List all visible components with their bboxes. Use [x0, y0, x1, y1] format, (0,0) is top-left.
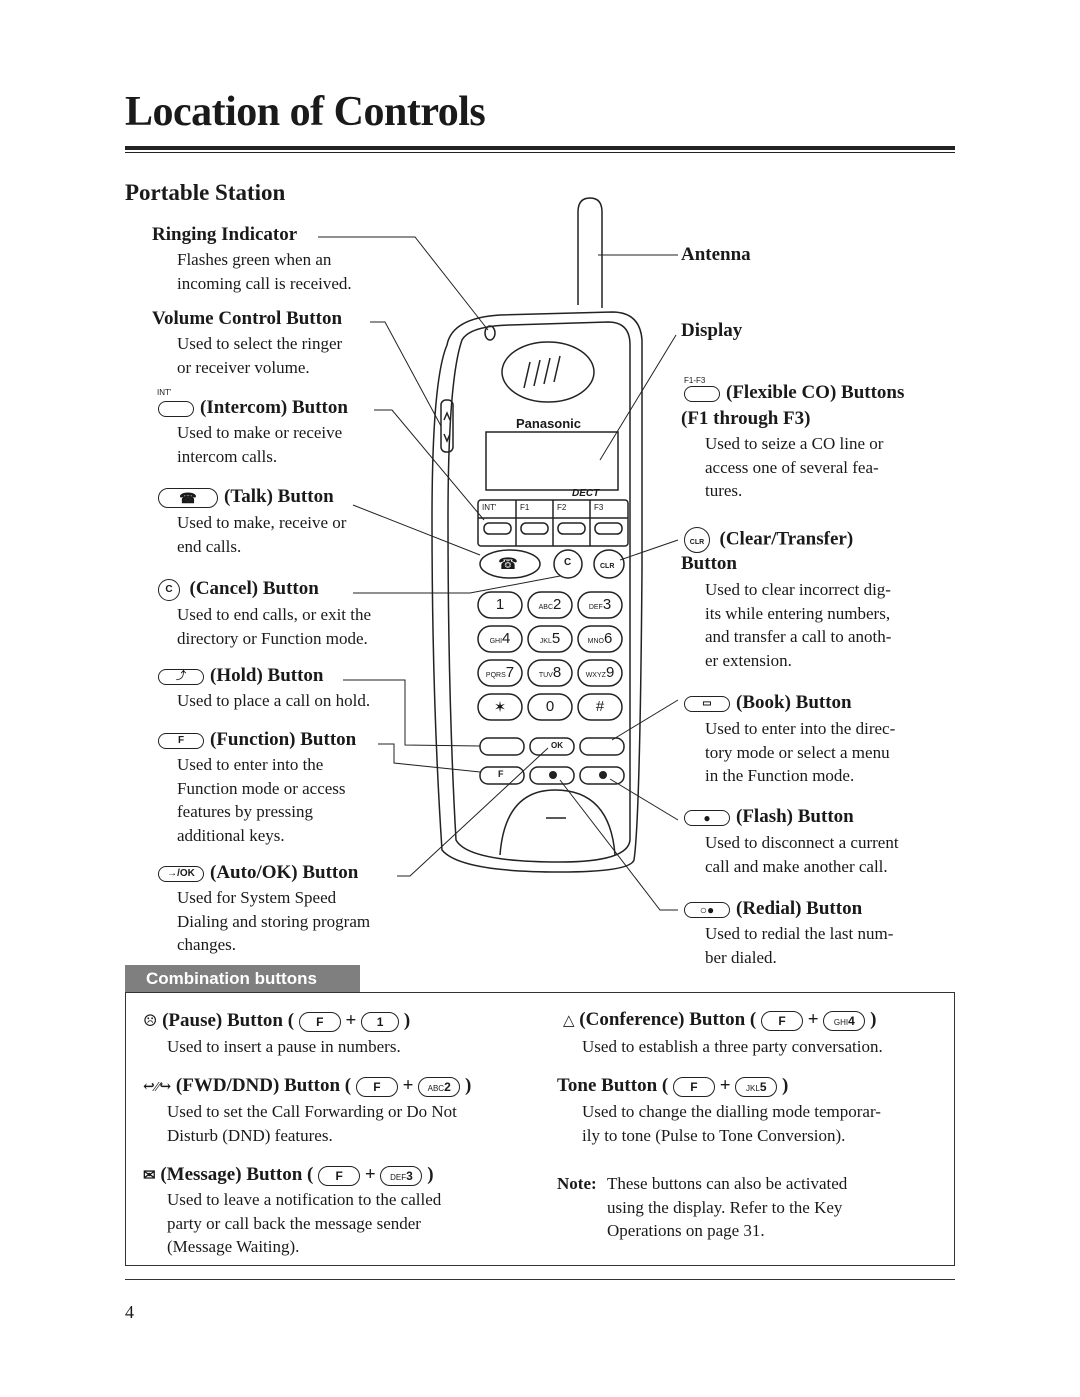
- fwd-label: ↩⁄⁄↪ (FWD/DND) Button ( F + ABC2 ): [143, 1075, 472, 1096]
- pause-icon: ☹: [143, 1013, 158, 1030]
- fwd-key: ABC2: [418, 1077, 460, 1097]
- intercom-button-icon: [158, 401, 194, 417]
- clear-label-2: Button: [681, 553, 737, 574]
- antenna: [578, 198, 602, 308]
- message-icon: ✉: [143, 1168, 156, 1184]
- cancel-desc: Used to end calls, or exit the directory or Function mode.: [177, 605, 372, 648]
- pause-desc: Used to insert a pause in numbers.: [167, 1037, 401, 1056]
- flexible-desc: Used to seize a CO line or access one of several fea- tures.: [705, 434, 884, 500]
- clear-icon: CLR: [684, 527, 710, 553]
- talk-label: ☎ (Talk) Button: [158, 486, 334, 508]
- section-heading: Portable Station: [125, 180, 286, 205]
- phone-ok-key[interactable]: OK: [551, 741, 563, 750]
- intercom-icon-caption: INT': [157, 388, 172, 397]
- hold-icon: ⤴: [158, 669, 204, 685]
- book-icon: ▭: [684, 696, 730, 712]
- message-key: DEF3: [380, 1166, 422, 1186]
- hold-desc: Used to place a call on hold.: [177, 691, 371, 710]
- keypad-key[interactable]: ✶: [493, 699, 507, 716]
- soft-label-f1: F1: [520, 503, 530, 512]
- keypad-key[interactable]: MNO6: [587, 630, 613, 647]
- combination-tab: Combination buttons: [125, 965, 360, 992]
- keypad-key[interactable]: JKL5: [539, 630, 561, 647]
- phone-f-key[interactable]: F: [498, 769, 504, 779]
- conference-desc: Used to establish a three party conversation.: [582, 1037, 883, 1056]
- fwd-f-key: F: [356, 1077, 398, 1097]
- keypad-key[interactable]: #: [595, 698, 605, 715]
- soft-label-f2: F2: [557, 503, 567, 512]
- phone-talk-icon[interactable]: ☎: [498, 556, 518, 573]
- volume-desc: Used to select the ringer or receiver volume.: [177, 334, 343, 377]
- flash-desc: Used to disconnect a current call and make another call.: [705, 833, 899, 876]
- phone-cancel-key[interactable]: C: [564, 557, 572, 568]
- keypad-key[interactable]: 1: [495, 596, 505, 613]
- conference-icon: △: [563, 1013, 575, 1029]
- display-label: Display: [681, 320, 743, 341]
- intercom-label: (Intercom) Button: [158, 397, 348, 419]
- talk-desc: Used to make, receive or end calls.: [177, 513, 347, 556]
- tone-f-key: F: [673, 1077, 715, 1097]
- book-desc: Used to enter into the direc- tory mode or select a menu in the Function mode.: [705, 719, 896, 785]
- keypad-key[interactable]: WXYZ9: [585, 664, 615, 681]
- pause-label: ☹ (Pause) Button ( F + 1 ): [143, 1010, 411, 1031]
- autook-desc: Used for System Speed Dialing and storing program changes.: [177, 888, 371, 954]
- redial-label: ○● (Redial) Button: [684, 898, 862, 920]
- function-label: F (Function) Button: [158, 729, 356, 751]
- note-text: These buttons can also be activated using the display. Refer to the Key Operations on page 31.: [607, 1174, 848, 1240]
- message-desc: Used to leave a notification to the called party or call back the message sender (Message Waiting).: [167, 1190, 442, 1256]
- ringing-indicator-desc: Flashes green when an incoming call is received.: [177, 250, 352, 293]
- note-label: Note:: [557, 1174, 597, 1193]
- volume-label: Volume Control Button: [152, 308, 343, 329]
- flexible-label-2: (F1 through F3): [681, 408, 811, 429]
- keypad-key[interactable]: TUV8: [538, 664, 562, 681]
- book-label: ▭ (Book) Button: [684, 692, 852, 714]
- soft-label-int: INT': [482, 503, 497, 512]
- keypad-key[interactable]: 0: [545, 698, 555, 715]
- clear-desc: Used to clear incorrect dig- its while entering numbers, and transfer a call to anoth- er extension.: [705, 580, 892, 670]
- conference-f-key: F: [761, 1011, 803, 1031]
- function-desc: Used to enter into the Function mode or access features by pressing additional keys.: [177, 755, 346, 845]
- soft-label-f3: F3: [594, 503, 604, 512]
- keypad-key[interactable]: ABC2: [538, 596, 562, 613]
- redial-icon: ○●: [684, 902, 730, 918]
- keypad-key[interactable]: GHI4: [489, 630, 511, 647]
- page-title: Location of Controls: [125, 89, 486, 135]
- message-label: ✉ (Message) Button ( F + DEF3 ): [143, 1164, 434, 1185]
- autook-label: →/OK (Auto/OK) Button: [158, 862, 358, 884]
- tone-label: Tone Button ( F + JKL5 ): [557, 1075, 789, 1096]
- fwd-desc: Used to set the Call Forwarding or Do Not Disturb (DND) features.: [167, 1102, 457, 1145]
- tone-key: JKL5: [735, 1077, 777, 1097]
- intercom-desc: Used to make or receive intercom calls.: [177, 423, 343, 466]
- talk-icon: ☎: [158, 488, 218, 508]
- flash-icon: ●: [684, 810, 730, 826]
- autook-icon: →/OK: [158, 866, 204, 882]
- tone-desc: Used to change the dialling mode temporar- ily to tone (Pulse to Tone Conversion).: [582, 1102, 881, 1145]
- cancel-label: C (Cancel) Button: [158, 578, 319, 601]
- clear-label: CLR (Clear/Transfer): [684, 527, 853, 553]
- cancel-icon: C: [158, 579, 180, 601]
- function-icon: F: [158, 733, 204, 749]
- keypad-key[interactable]: PQRS7: [485, 664, 515, 681]
- ringing-indicator-label: Ringing Indicator: [152, 224, 298, 245]
- antenna-label: Antenna: [681, 244, 751, 265]
- brand-logo: Panasonic: [516, 416, 582, 431]
- conference-label: △ (Conference) Button ( F + GHI4 ): [563, 1009, 877, 1030]
- page-number: 4: [125, 1302, 134, 1322]
- fwd-dnd-icon: ↩⁄⁄↪: [143, 1080, 172, 1095]
- pause-key: 1: [361, 1012, 399, 1032]
- conference-key: GHI4: [823, 1011, 865, 1031]
- flexible-icon-caption: F1-F3: [684, 376, 706, 385]
- redial-desc: Used to redial the last num- ber dialed.: [705, 924, 894, 967]
- phone-clear-key[interactable]: CLR: [600, 563, 615, 570]
- hold-label: ⤴ (Hold) Button: [158, 665, 324, 687]
- flash-label: ● (Flash) Button: [684, 806, 854, 828]
- bottom-rule: [125, 1279, 955, 1280]
- keypad-key[interactable]: DEF3: [588, 596, 612, 613]
- message-f-key: F: [318, 1166, 360, 1186]
- pause-f-key: F: [299, 1012, 341, 1032]
- flexible-label: (Flexible CO) Buttons: [684, 382, 904, 404]
- dect-logo: DECT: [572, 488, 600, 499]
- flexible-icon: [684, 386, 720, 402]
- earpiece: [502, 342, 594, 402]
